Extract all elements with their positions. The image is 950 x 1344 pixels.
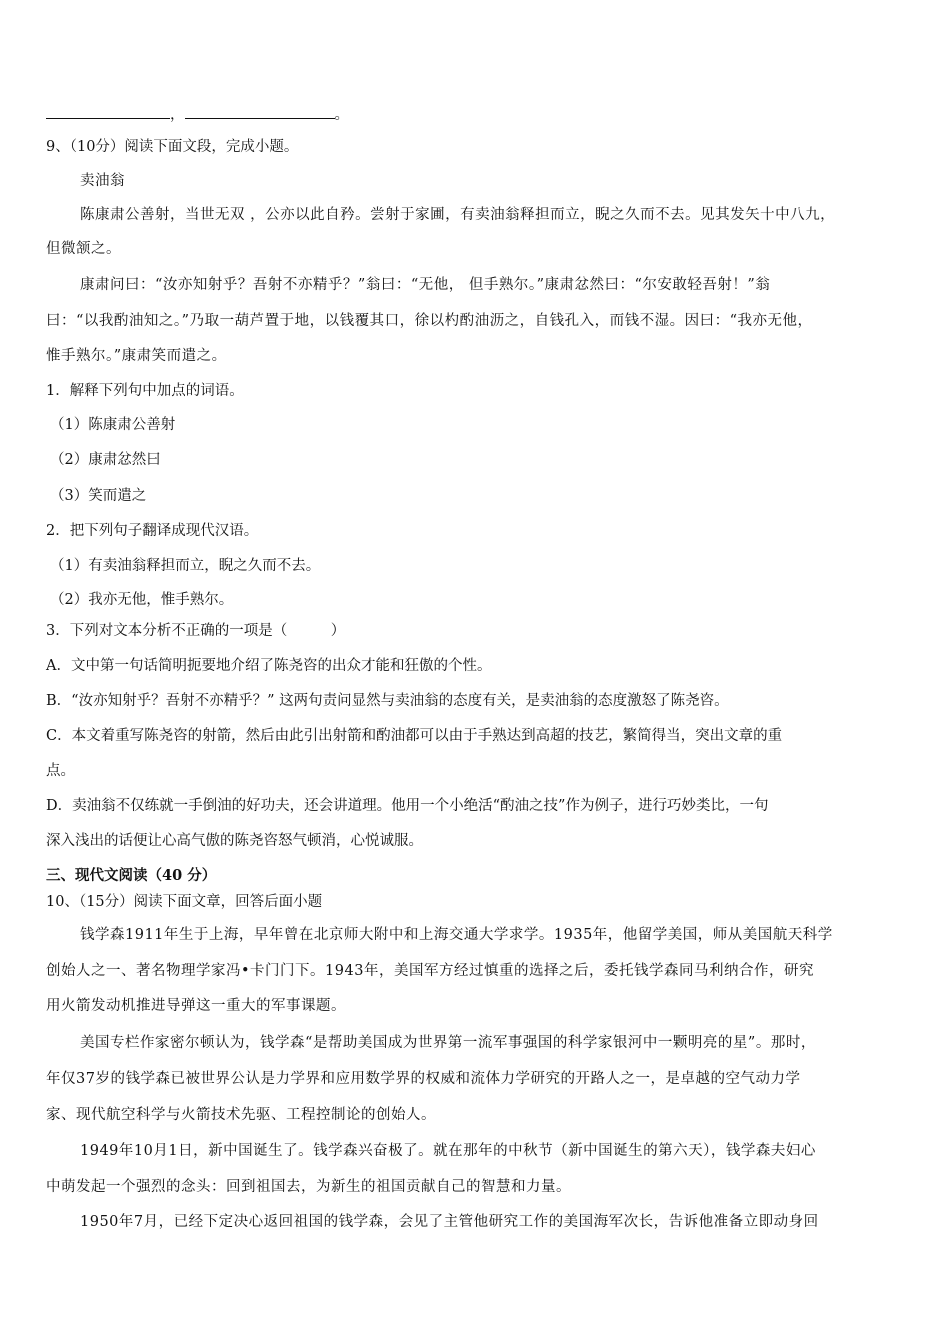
- option-d-cont: 深入浅出的话便让心高气傲的陈尧咨怒气顿消，心悦诚服。: [46, 833, 423, 849]
- option-d: D．卖油翁不仅练就一手倒油的好功夫，还会讲道理。他用一个小绝活“酌油之技”作为例子，进行巧妙类比，一句: [46, 798, 769, 814]
- subquestion-3: 3．下列对文本分析不正确的一项是（ ）: [46, 623, 346, 639]
- subquestion-item: （2）康肃忿然曰: [50, 452, 161, 468]
- passage-text: 陈康肃公善射，当世无双 ，公亦以此自矜。尝射于家圃，有卖油翁释担而立，睨之久而不去。见其发矢十中八九，: [80, 207, 836, 223]
- passage-text: 家、现代航空科学与火箭技术先驱、工程控制论的创始人。: [46, 1107, 436, 1123]
- subquestion-item: （2）我亦无他，惟手熟尔。: [50, 592, 234, 608]
- passage-text: 钱学森1911年生于上海，早年曾在北京师大附中和上海交通大学求学。1935年，他留学美国，师从美国航天科学: [80, 927, 833, 943]
- passage-text: 但微颔之。: [46, 241, 121, 257]
- top-answer-blanks: ， 。: [46, 104, 910, 125]
- question-10-header: 10、（15分）阅读下面文章，回答后面小题: [46, 894, 323, 910]
- option-c-cont: 点。: [46, 763, 75, 779]
- option-c: C．本文着重写陈尧咨的射箭，然后由此引出射箭和酌油都可以由于手熟达到高超的技艺，繁简得当，突出文章的重: [46, 728, 783, 744]
- option-b: B．“汝亦知射乎？吾射不亦精乎？” 这两句责问显然与卖油翁的态度有关，是卖油翁的态度激怒了陈尧咨。: [46, 693, 729, 709]
- passage-text: 曰：“以我酌油知之。”乃取一葫芦置于地，以钱覆其口，徐以杓酌油沥之，自钱孔入，而钱不湿。因曰：“我亦无他，: [46, 313, 813, 329]
- subquestion-item: （1）有卖油翁释担而立，睨之久而不去。: [50, 558, 321, 574]
- passage-text: 创始人之一、著名物理学家冯•卡门门下。1943年，美国军方经过慎重的选择之后，委托钱学森同马利纳合作，研究: [46, 963, 814, 979]
- passage-text: 1949年10月1日，新中国诞生了。钱学森兴奋极了。就在那年的中秋节（新中国诞生的第六天），钱学森夫妇心: [80, 1143, 816, 1159]
- subquestion-1: 1．解释下列句中加点的词语。: [46, 383, 244, 399]
- question-9-header: 9、（10分）阅读下面文段，完成小题。: [46, 139, 299, 155]
- passage-text: 年仅37岁的钱学森已被世界公认是力学界和应用数学界的权威和流体力学研究的开路人之一，是卓越的空气动力学: [46, 1071, 801, 1087]
- passage-text: 1950年7月，已经下定决心返回祖国的钱学森，会见了主管他研究工作的美国海军次长，告诉他准备立即动身回: [80, 1214, 819, 1230]
- passage-text: 康肃问曰：“汝亦知射乎？吾射不亦精乎？”翁曰：“无他， 但手熟尔。”康肃忿然曰：“尔安敢轻吾射！”翁: [80, 277, 771, 293]
- answer-blank[interactable]: [46, 104, 170, 119]
- subquestion-item: （1）陈康肃公善射: [50, 417, 176, 433]
- passage-text: 用火箭发动机推进导弹这一重大的军事课题。: [46, 998, 346, 1014]
- passage-text: 美国专栏作家密尔顿认为，钱学森“是帮助美国成为世界第一流军事强国的科学家银河中一颗明亮的星”。那时，: [80, 1035, 816, 1051]
- section-heading: 三、现代文阅读（40 分）: [46, 867, 217, 884]
- passage-text: 惟手熟尔。”康肃笑而遣之。: [46, 348, 227, 364]
- option-a: A．文中第一句话简明扼要地介绍了陈尧咨的出众才能和狂傲的个性。: [46, 658, 492, 674]
- passage-text: 中萌发起一个强烈的念头：回到祖国去，为新生的祖国贡献自己的智慧和力量。: [46, 1179, 571, 1195]
- subquestion-2: 2．把下列句子翻译成现代汉语。: [46, 523, 259, 539]
- subquestion-item: （3）笑而遣之: [50, 488, 147, 504]
- passage-title: 卖油翁: [80, 173, 125, 189]
- answer-blank[interactable]: [185, 104, 335, 119]
